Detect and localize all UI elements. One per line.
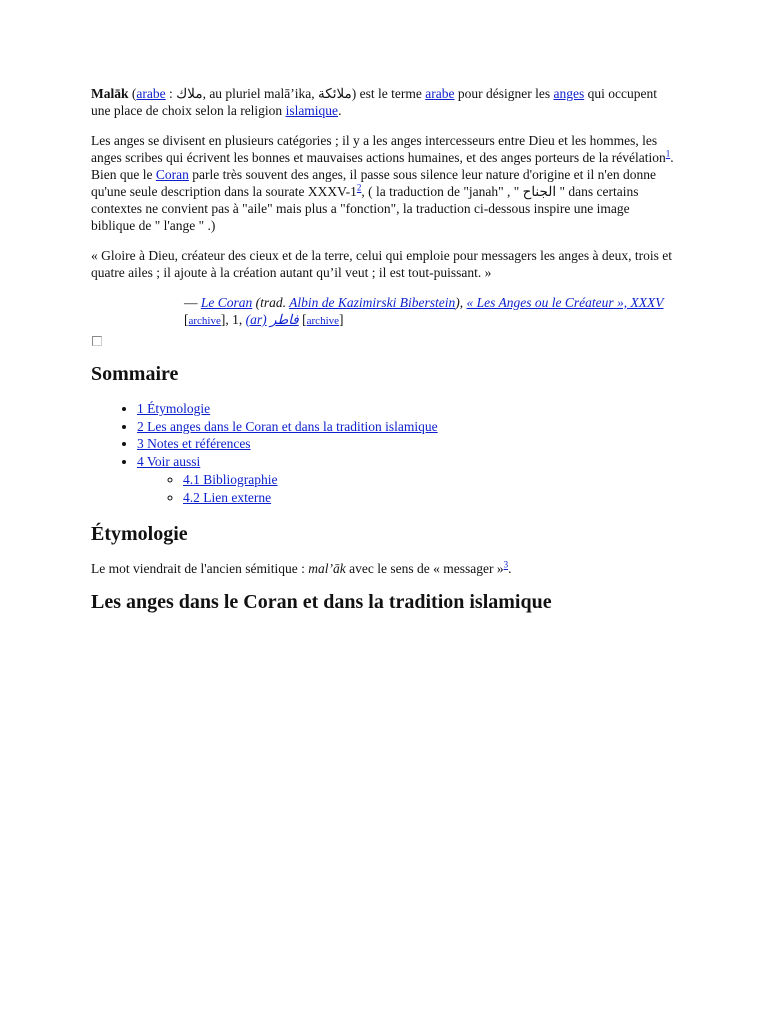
link-islamique[interactable]: islamique	[285, 103, 339, 118]
link-arabe[interactable]: arabe	[136, 86, 166, 101]
toc-link-voir-aussi[interactable]: 4 Voir aussi	[137, 454, 201, 470]
footnote-ref-3[interactable]: 3	[503, 559, 509, 570]
quote-paragraph	[91, 247, 677, 281]
toc-link-notes[interactable]: 3 Notes et références	[137, 436, 251, 452]
link-fatir[interactable]: فاطر	[270, 312, 299, 327]
article-term: Malāk	[91, 86, 129, 101]
section-heading-coran: Les anges dans le Coran et dans la tradition islamique	[91, 591, 552, 614]
arabic-plural: ملائكة	[318, 86, 352, 101]
table-of-contents	[91, 400, 677, 506]
toc-link-etymologie[interactable]: 1 Étymologie	[137, 401, 211, 416]
quote-text: « Gloire à Dieu, créateur des cieux et de la terre, celui qui emploie pour messagers les anges à deux, trois et quatre ailes ; il ajoute à la création autant qu’il veut ; il est tout-puissant. »	[91, 248, 673, 280]
link-le-coran[interactable]: Le Coran	[200, 295, 253, 310]
toc-heading: Sommaire	[91, 363, 179, 385]
toc-item	[137, 418, 677, 436]
quote-attribution: — Le Coran (trad. Albin de Kazimirski Biberstein), « Les Anges ou le Créateur », XXXV [archive], 1, (ar) فاطر [archive]	[184, 295, 664, 327]
arabic-janah: الجناح	[522, 184, 557, 199]
archive-link-1[interactable]: archive	[188, 315, 221, 327]
footnote-ref-2[interactable]: 2	[356, 182, 362, 193]
archive-link-2[interactable]: archive	[306, 315, 340, 327]
link-anges[interactable]: anges	[553, 86, 585, 101]
toc-subitem	[183, 489, 677, 507]
toc-link-bibliographie[interactable]: 4.1 Bibliographie	[183, 471, 278, 487]
etymology-paragraph: Le mot viendrait de l'ancien sémitique : mal’āk avec le sens de « messager »$^3$.	[91, 559, 512, 577]
etymology-term: mal’āk	[308, 561, 346, 577]
toc-item	[137, 453, 677, 506]
toc-sublist	[137, 471, 677, 506]
link-arabe-2[interactable]: arabe	[425, 86, 455, 101]
link-translator[interactable]: Albin de Kazimirski Biberstein	[289, 295, 456, 310]
intro-paragraph: Malāk (arabe : ملاك, au pluriel malā’ika, ملائكة) est le terme arabe pour désigner les anges qui occupent une place de choix selon la religion islamique.	[91, 86, 657, 118]
toc-link-coran-tradition[interactable]: 2 Les anges dans le Coran et dans la tradition islamique	[137, 418, 438, 434]
toc-item	[137, 435, 677, 453]
link-surah[interactable]: « Les Anges ou le Créateur », XXXV	[466, 295, 664, 310]
link-ar[interactable]: (ar)	[245, 312, 267, 327]
toc-link-lien-externe[interactable]: 4.2 Lien externe	[183, 489, 272, 505]
link-coran[interactable]: Coran	[155, 167, 189, 182]
etymology-heading: Étymologie	[91, 523, 188, 546]
toc-subitem	[183, 471, 677, 489]
categories-paragraph: Les anges se divisent en plusieurs catégories ; il y a les anges intercesseurs entre Dieu et les hommes, les anges scribes qui écrivent les bonnes et mauvaises actions humaines, et des anges porteurs de la révélation$^1$. Bien que le Coran parle très souvent des anges, il passe sous silence leur nature d'origine et il n'en donne qu'une seule description dans la sourate XXXV-1$^2$, ( la traduction de "janah" , " الجناح " dans certains contextes ne convient pas à "aile" mais plus a "fonction", la traduction ci-dessous inspire une image biblique de " l'ange " .)	[91, 133, 674, 233]
toc-item	[137, 400, 677, 418]
broken-image-icon	[92, 336, 102, 346]
footnote-ref-1[interactable]: 1	[665, 148, 671, 159]
